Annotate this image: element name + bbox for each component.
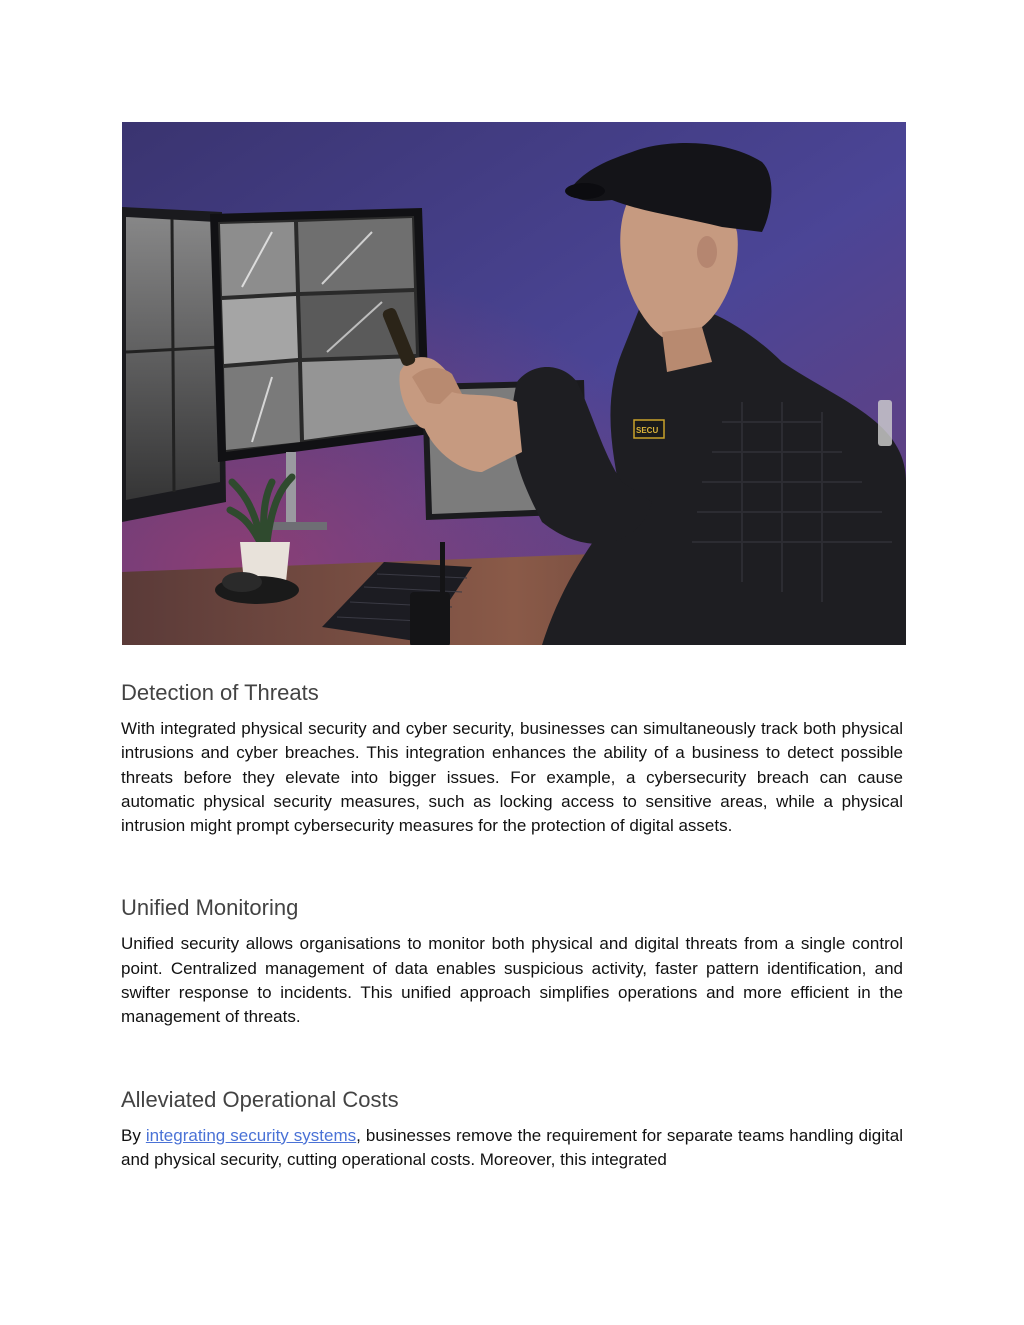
section-body: With integrated physical security and cyber security, businesses can simultaneously track both physical intrusions and cyber breaches. This integration enhances the ability of a business to detect possible threats before they elevate into bigger issues. For example, a cybersecurity breach can cause automatic physical security measures, such as locking access to sensitive areas, while a physical intrusion might prompt cybersecurity measures for the protection of digital assets. <box>121 719 903 836</box>
body-prefix: By <box>121 1125 146 1145</box>
section-detection-of-threats <box>121 678 903 838</box>
security-guard-photo <box>122 122 906 645</box>
section-alleviated-operational-costs <box>121 1085 903 1173</box>
section-body <box>121 1124 903 1173</box>
integrating-security-systems-link[interactable]: integrating security systems <box>145 1125 357 1145</box>
section-heading: Detection of Threats <box>121 680 319 705</box>
section-unified-monitoring <box>121 893 903 1029</box>
jacket-badge-text: SECU <box>636 426 659 435</box>
body-suffix: , businesses remove the requirement for separate teams handling digital and physical security, cutting operational costs. Moreover, this integrated <box>121 1125 903 1169</box>
section-heading: Unified Monitoring <box>121 895 299 921</box>
article-content <box>121 678 903 1227</box>
photo-illustration <box>122 122 906 645</box>
section-body: Unified security allows organisations to monitor both physical and digital threats from a single control point. Centralized management of data enables suspicious activity, faster pattern identification, and swifter response to incidents. This unified approach simplifies operations and more efficient in the management of threats. <box>121 934 903 1027</box>
section-heading: Alleviated Operational Costs <box>121 1086 399 1112</box>
